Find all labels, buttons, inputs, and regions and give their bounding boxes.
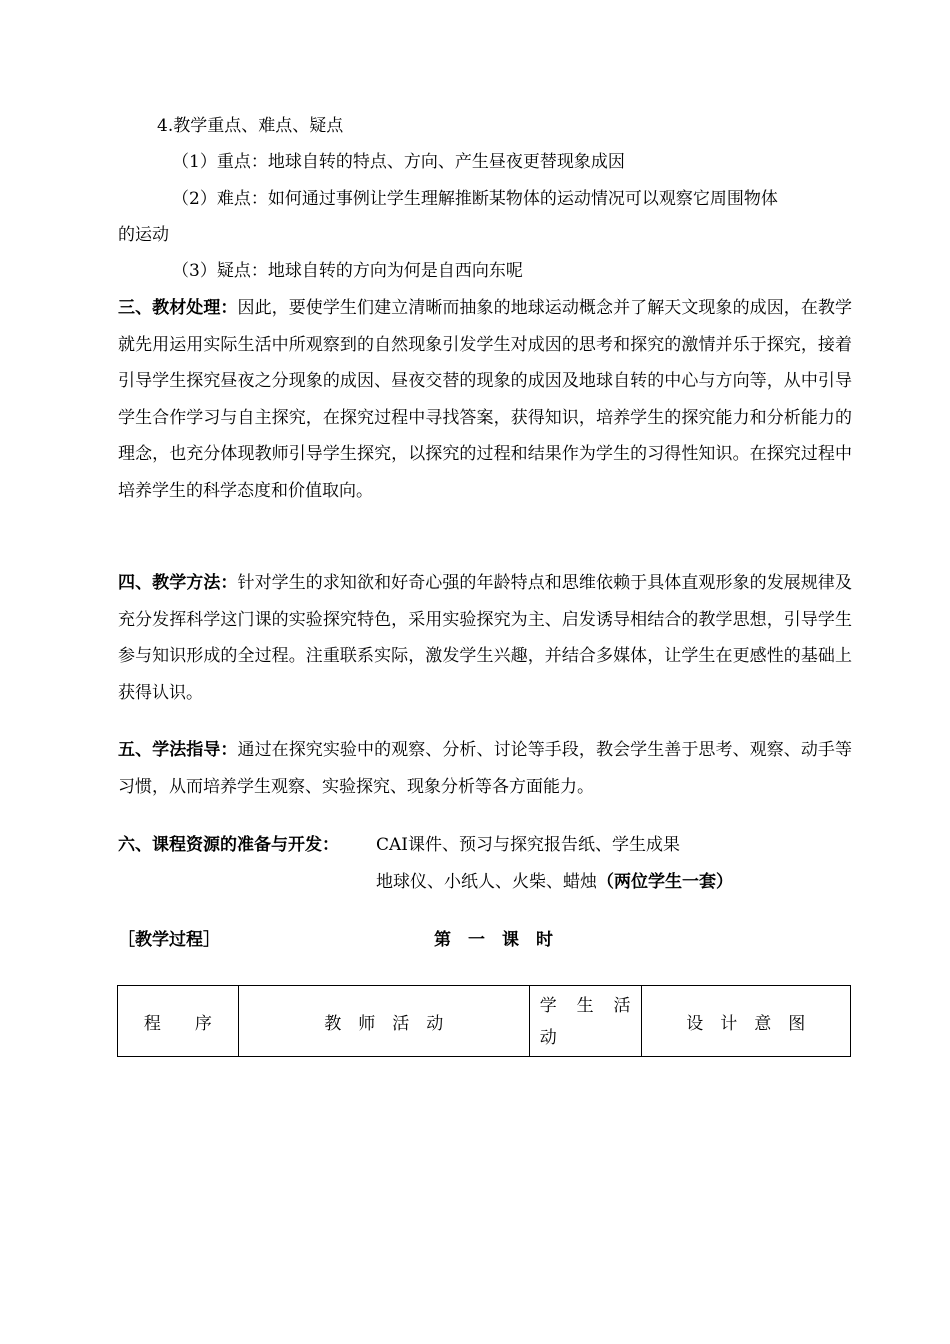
table-header-row	[118, 986, 851, 1057]
resources-line2	[376, 872, 733, 892]
student-char-1: 学	[539, 996, 557, 1016]
student-char-3: 活	[613, 996, 631, 1016]
study-label: 五、学法指导：	[118, 740, 238, 760]
difficulty-line2: 的运动	[118, 225, 169, 245]
study-paragraph	[118, 732, 852, 805]
study-text: 通过在探究实验中的观察、分析、讨论等手段，教会学生善于思考、观察、动手等习惯，从而培养学生观察、实验探究、现象分析等各方面能力。	[118, 740, 852, 797]
student-char-2: 生	[576, 996, 594, 1016]
resources-label: 六、课程资源的准备与开发：	[118, 835, 339, 855]
process-table	[117, 985, 851, 1057]
header-student-activity	[529, 986, 641, 1057]
methods-label: 四、教学方法：	[118, 573, 238, 593]
doubt-point: （3）疑点：地球自转的方向为何是自西向东呢	[172, 261, 523, 281]
materials-label: 三、教材处理：	[118, 298, 238, 318]
student-char-4: 动	[539, 1028, 557, 1048]
difficulty-line1: （2）难点：如何通过事例让学生理解推断某物体的运动情况可以观察它周围物体	[172, 189, 778, 209]
methods-text: 针对学生的求知欲和好奇心强的年龄特点和思维依赖于具体直观形象的发展规律及充分发挥科学这门课的实验探究特色，采用实验探究为主、启发诱导相结合的教学思想，引导学生参与知识形成的全过程。注重联系实际，激发学生兴趣，并结合多媒体，让学生在更感性的基础上获得认识。	[118, 573, 852, 703]
methods-paragraph	[118, 565, 852, 711]
materials-paragraph	[118, 290, 852, 509]
header-procedure: 程 序	[118, 986, 239, 1057]
section4-heading: 4.教学重点、难点、疑点	[157, 116, 344, 136]
header-design-intent: 设 计 意 图	[641, 986, 850, 1057]
materials-text: 因此，要使学生们建立清晰而抽象的地球运动概念并了解天文现象的成因，在教学就先用运用实际生活中所观察到的自然现象引发学生对成因的思考和探究的激情并乐于探究，接着引导学生探究昼夜之分现象的成因、昼夜交替的现象的成因及地球自转的中心与方向等，从中引导学生合作学习与自主探究，在探究过程中寻找答案，获得知识，培养学生的探究能力和分析能力的理念，也充分体现教师引导学生探究，以探究的过程和结果作为学生的习得性知识。在探究过程中培养学生的科学态度和价值取向。	[118, 298, 852, 501]
lesson-title: 第 一 课 时	[434, 930, 553, 950]
resources-group-note: （两位学生一套）	[597, 872, 733, 892]
key-point: （1）重点：地球自转的特点、方向、产生昼夜更替现象成因	[172, 152, 625, 172]
header-teacher-activity: 教 师 活 动	[238, 986, 529, 1057]
resources-items: 地球仪、小纸人、火柴、蜡烛	[376, 872, 597, 892]
resources-line1: CAI课件、预习与探究报告纸、学生成果	[376, 835, 680, 855]
process-label: ［教学过程］	[118, 930, 220, 950]
